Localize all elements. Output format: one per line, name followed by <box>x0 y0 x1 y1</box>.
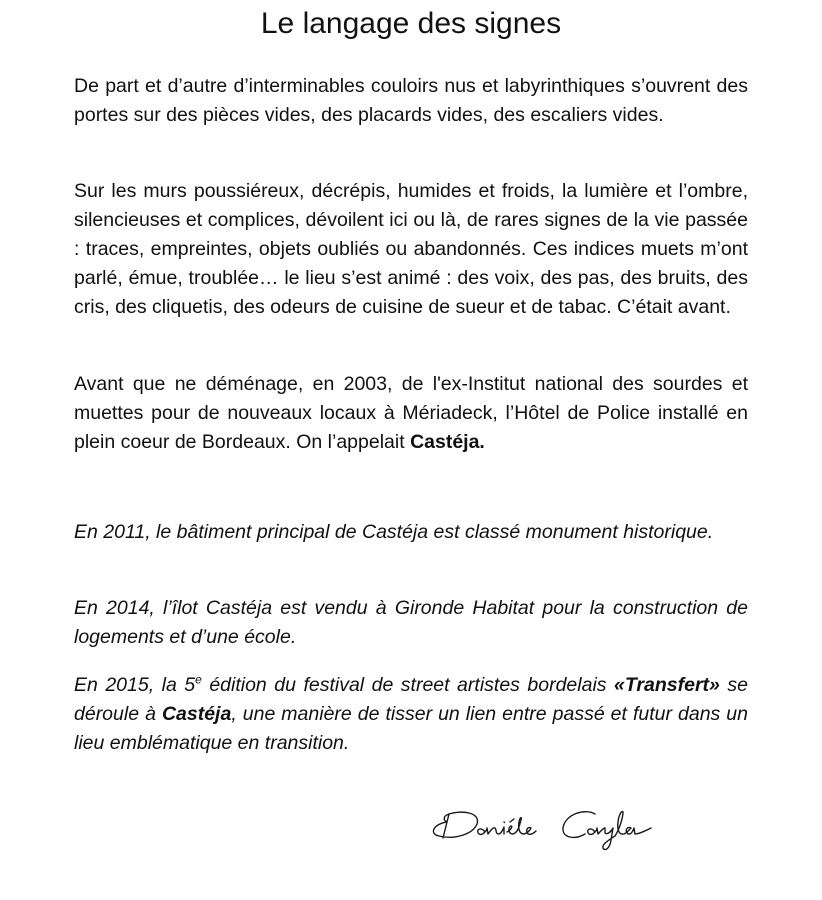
paragraph-walls: Sur les murs poussiéreux, décrépis, humides et froids, la lumière et l’ombre, silencieuses et complices, dévoilent ici ou là, de rares signes de la vie passée : traces, empreintes, objets oubliés ou abandonnés. Ces indices muets m’ont parlé, émue, troublée… le lieu s’est animé : des voix, des pas, des bruits, des cris, des cliquetis, des odeurs de cuisine de sueur et de tabac. C’était avant. <box>74 180 748 318</box>
p6-part-d: , une manière de tisser un lien entre passé et futur dans un lieu emblématique en transition. <box>74 703 748 754</box>
festival-name: «Transfert» <box>614 674 720 696</box>
handwritten-signature <box>425 800 695 860</box>
p6-superscript: e <box>195 672 202 687</box>
paragraph-history <box>74 370 748 457</box>
paragraph-history-text: Avant que ne déménage, en 2003, de l'ex-Institut national des sourdes et muettes pour de nouveaux locaux à Mériadeck, l’Hôtel de Police installé en plein coeur de Bordeaux. On l’appelait <box>74 373 748 453</box>
paragraph-corridors: De part et d’autre d’interminables couloirs nus et labyrinthiques s’ouvrent des portes sur des pièces vides, des placards vides, des escaliers vides. <box>74 75 748 126</box>
casteja-name-2: Castéja <box>161 703 232 725</box>
page-title: Le langage des signes <box>260 7 562 40</box>
p6-part-b: édition du festival de street artistes bordelais <box>201 674 615 696</box>
paragraph-2011: En 2011, le bâtiment principal de Castéja est classé monument historique. <box>74 521 714 543</box>
paragraph-2015 <box>74 671 748 758</box>
p6-part-c: se déroule à <box>74 674 748 725</box>
casteja-name: Castéja. <box>410 431 485 453</box>
p6-part-a: En 2015, la 5 <box>74 674 196 696</box>
paragraph-2014: En 2014, l’îlot Castéja est vendu à Gironde Habitat pour la construction de logements et d’une école. <box>74 597 748 648</box>
